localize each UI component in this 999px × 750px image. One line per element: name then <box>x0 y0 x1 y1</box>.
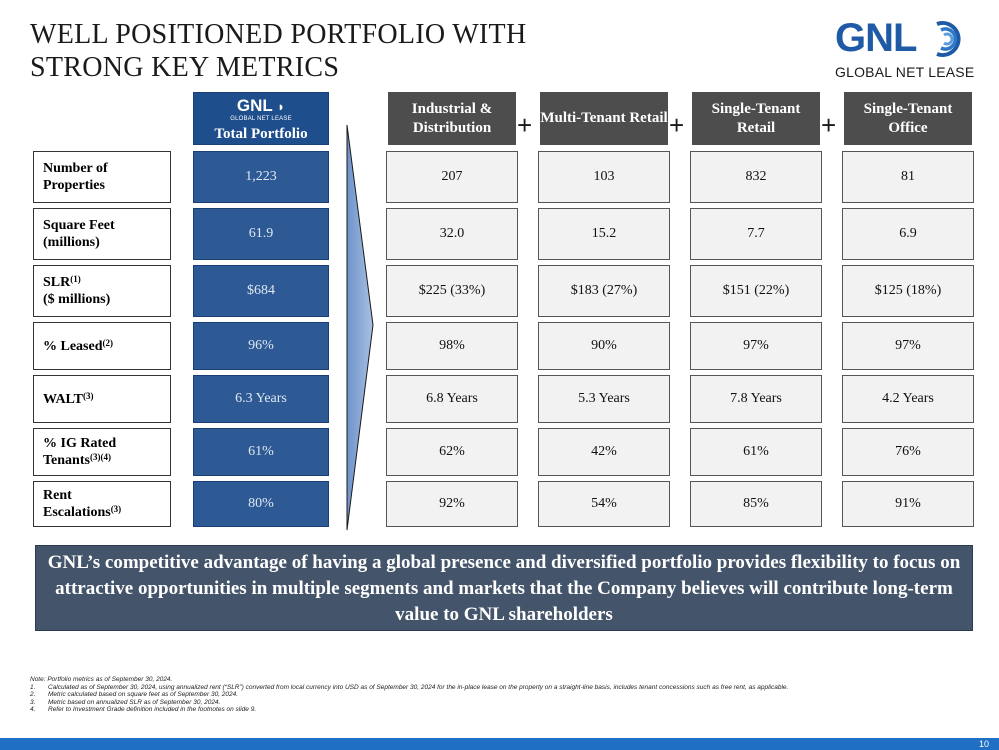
total-cell-walt: 6.3 Years <box>193 375 329 423</box>
logo-subtitle: GLOBAL NET LEASE <box>835 64 975 80</box>
str-cell-ig-rated: 61% <box>690 428 822 476</box>
page-title <box>30 18 526 84</box>
sto-cell-ig-rated: 76% <box>842 428 974 476</box>
row-label-square-feet: Square Feet (millions) <box>33 208 171 260</box>
total-cell-slr: $684 <box>193 265 329 317</box>
total-portfolio-label: Total Portfolio <box>214 126 308 142</box>
industrial-cell-walt: 6.8 Years <box>386 375 518 423</box>
mini-logo-subtitle: GLOBAL NET LEASE <box>230 116 292 122</box>
total-cell-rent-escalations: 80% <box>193 481 329 527</box>
footnote-1: 1. Calculated as of September 30, 2024, using annualized rent (“SLR”) converted from local currency into USD as of September 30, 2024 for the in-place lease on the property on a straight-line basis, includes tenant concessions such as free rent, as applicable. <box>30 683 789 691</box>
mini-swirl-icon: ◗ <box>277 99 286 114</box>
mtr-cell-slr: $183 (27%) <box>538 265 670 317</box>
sto-cell-rent-escalations: 91% <box>842 481 974 527</box>
gnl-logo <box>833 16 973 86</box>
footnotes <box>30 676 970 714</box>
total-cell-ig-rated: 61% <box>193 428 329 476</box>
industrial-cell-slr: $225 (33%) <box>386 265 518 317</box>
segment-header-multi-tenant-retail: Multi-Tenant Retail <box>540 92 668 145</box>
segment-header-industrial: Industrial & Distribution <box>388 92 516 145</box>
sto-cell-leased: 97% <box>842 322 974 370</box>
row-label-ig-rated: % IG Rated Tenants$^{(3)(4)}$ <box>33 428 171 476</box>
page-number: 10 <box>978 739 989 749</box>
footer-bar <box>0 738 999 750</box>
total-cell-leased: 96% <box>193 322 329 370</box>
row-label-leased: % Leased$^{(2)}$ <box>33 322 171 370</box>
plus-sign-3: + <box>821 110 837 140</box>
segment-header-single-tenant-retail: Single-Tenant Retail <box>692 92 820 145</box>
sto-cell-square-feet: 6.9 <box>842 208 974 260</box>
row-label-walt: WALT$^{(3)}$ <box>33 375 171 423</box>
footnote-3: 3. Metric based on annualized SLR as of September 30, 2024. <box>30 698 221 706</box>
footnote-4: 4. Refer to Investment Grade definition included in the footnotes on slide 9. <box>30 706 257 714</box>
title-line-1: WELL POSITIONED PORTFOLIO WITH <box>30 19 527 50</box>
total-cell-square-feet: 61.9 <box>193 208 329 260</box>
title-line-2: STRONG KEY METRICS <box>30 52 340 83</box>
str-cell-leased: 97% <box>690 322 822 370</box>
sto-cell-slr: $125 (18%) <box>842 265 974 317</box>
total-portfolio-header <box>193 92 329 145</box>
sto-cell-properties: 81 <box>842 151 974 203</box>
industrial-cell-leased: 98% <box>386 322 518 370</box>
logo-swirl-icon <box>931 18 969 60</box>
footnote-2: 2. Metric calculated based on square feet as of September 30, 2024. <box>30 691 239 699</box>
industrial-cell-rent-escalations: 92% <box>386 481 518 527</box>
mtr-cell-square-feet: 15.2 <box>538 208 670 260</box>
industrial-cell-ig-rated: 62% <box>386 428 518 476</box>
mini-logo-mark: GNL ◗ <box>236 96 286 115</box>
str-cell-square-feet: 7.7 <box>690 208 822 260</box>
mtr-cell-ig-rated: 42% <box>538 428 670 476</box>
row-label-slr: SLR$^{(1)}$ ($ millions) <box>33 265 171 317</box>
str-cell-properties: 832 <box>690 151 822 203</box>
industrial-cell-properties: 207 <box>386 151 518 203</box>
total-cell-properties: 1,223 <box>193 151 329 203</box>
mtr-cell-walt: 5.3 Years <box>538 375 670 423</box>
footnote-intro: Note: Portfolio metrics as of September 30, 2024. <box>30 676 173 683</box>
mtr-cell-properties: 103 <box>538 151 670 203</box>
logo-mark: GNL <box>835 16 917 60</box>
right-arrow-icon <box>345 125 377 535</box>
row-label-rent-escalations: Rent Escalations$^{(3)}$ <box>33 481 171 527</box>
mtr-cell-leased: 90% <box>538 322 670 370</box>
mtr-cell-rent-escalations: 54% <box>538 481 670 527</box>
segment-header-single-tenant-office: Single-Tenant Office <box>844 92 972 145</box>
str-cell-walt: 7.8 Years <box>690 375 822 423</box>
str-cell-slr: $151 (22%) <box>690 265 822 317</box>
row-label-number-of-properties: Number of Properties <box>33 151 171 203</box>
plus-sign-2: + <box>669 110 685 140</box>
str-cell-rent-escalations: 85% <box>690 481 822 527</box>
competitive-advantage-banner: GNL’s competitive advantage of having a global presence and diversified portfolio provides flexibility to focus on attractive opportunities in multiple segments and markets that the Company believes will contribute long-term value to GNL shareholders <box>35 545 973 631</box>
plus-sign-1: + <box>517 110 533 140</box>
industrial-cell-square-feet: 32.0 <box>386 208 518 260</box>
sto-cell-walt: 4.2 Years <box>842 375 974 423</box>
